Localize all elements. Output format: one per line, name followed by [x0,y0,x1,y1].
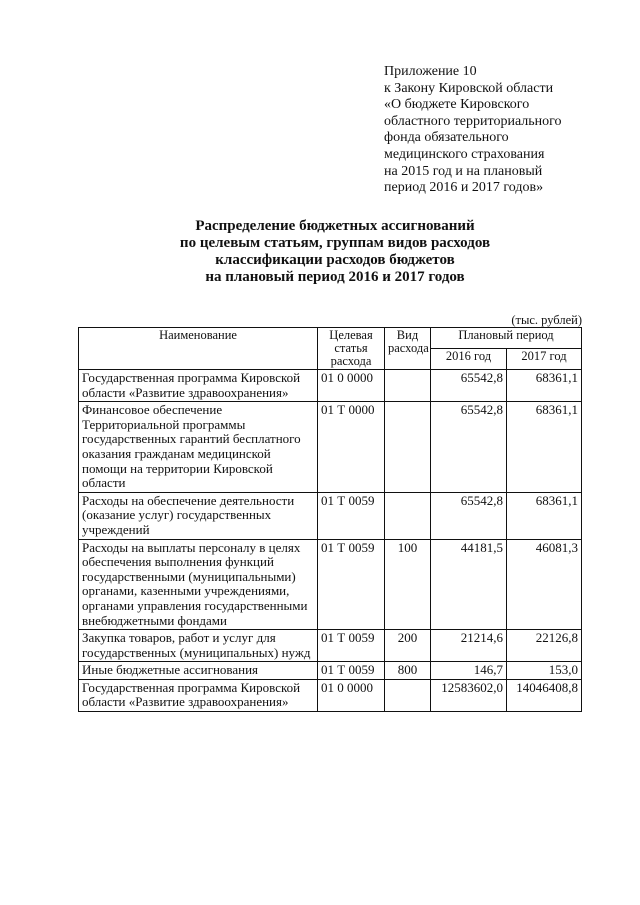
table-row [79,679,582,711]
appendix-header [384,64,624,197]
table-row [79,539,582,630]
row-2017: 68361,1 [507,370,582,402]
row-article: 01 0 0000 [318,370,385,402]
appendix-line: областного территориального [384,113,562,129]
row-type: 800 [385,662,431,680]
row-article: 01 Т 0059 [318,662,385,680]
row-name: Иные бюджетные ассигнования [79,662,318,680]
table-row [79,630,582,662]
table-row [79,492,582,539]
document-title [80,218,590,286]
row-article: 01 Т 0059 [318,539,385,630]
row-2016: 12583602,0 [431,679,507,711]
appendix-line: на 2015 год и на плановый [384,163,543,179]
table-row [79,370,582,402]
row-2017: 22126,8 [507,630,582,662]
row-2017: 68361,1 [507,492,582,539]
row-type: 200 [385,630,431,662]
row-article: 01 Т 0000 [318,402,385,493]
table-row [79,662,582,680]
row-name: Расходы на выплаты персоналу в целях обеспечения выполнения функций государственными (муниципальными) органами, казенными учреждениями, органами управления государственными внебюджетными фондами [79,539,318,630]
header-year-2016: 2016 год [431,349,507,370]
appendix-line: период 2016 и 2017 годов» [384,180,544,196]
header-year-2017: 2017 год [507,349,582,370]
row-2017: 46081,3 [507,539,582,630]
row-article: 01 Т 0059 [318,630,385,662]
row-2016: 44181,5 [431,539,507,630]
header-article: Целевая статья расхода [318,328,385,370]
title-line: по целевым статьям, группам видов расходов [179,235,491,251]
row-2016: 65542,8 [431,402,507,493]
row-2016: 65542,8 [431,492,507,539]
appendix-line: медицинского страхования [384,146,545,162]
row-2017: 68361,1 [507,402,582,493]
row-2017: 14046408,8 [507,679,582,711]
title-line: на плановый период 2016 и 2017 годов [205,269,465,285]
row-name: Государственная программа Кировской области «Развитие здравоохранения» [79,679,318,711]
row-type: 100 [385,539,431,630]
row-type [385,679,431,711]
header-name: Наименование [79,328,318,370]
row-article: 01 0 0000 [318,679,385,711]
row-name: Закупка товаров, работ и услуг для государственных (муниципальных) нужд [79,630,318,662]
row-article: 01 Т 0059 [318,492,385,539]
title-line: Распределение бюджетных ассигнований [195,218,475,234]
title-line: классификации расходов бюджетов [215,252,455,268]
appendix-line: фонда обязательного [384,130,509,146]
table-header-row [79,328,582,349]
header-type: Вид расхода [385,328,431,370]
appendix-line: «О бюджете Кировского [384,97,530,113]
appendix-line: Приложение 10 [384,64,477,79]
row-2016: 65542,8 [431,370,507,402]
row-name: Государственная программа Кировской области «Развитие здравоохранения» [79,370,318,402]
table-row [79,402,582,493]
row-name: Расходы на обеспечение деятельности (оказание услуг) государственных учреждений [79,492,318,539]
units-label: (тыс. рублей) [511,313,582,327]
row-2016: 146,7 [431,662,507,680]
row-type [385,370,431,402]
row-2017: 153,0 [507,662,582,680]
appendix-line: к Закону Кировской области [384,80,554,96]
budget-table [78,327,582,712]
header-period: Плановый период [431,328,582,349]
row-2016: 21214,6 [431,630,507,662]
row-type [385,492,431,539]
row-type [385,402,431,493]
row-name: Финансовое обеспечение Территориальной программы государственных гарантий бесплатного оказания гражданам медицинской помощи на территории Кировской области [79,402,318,493]
